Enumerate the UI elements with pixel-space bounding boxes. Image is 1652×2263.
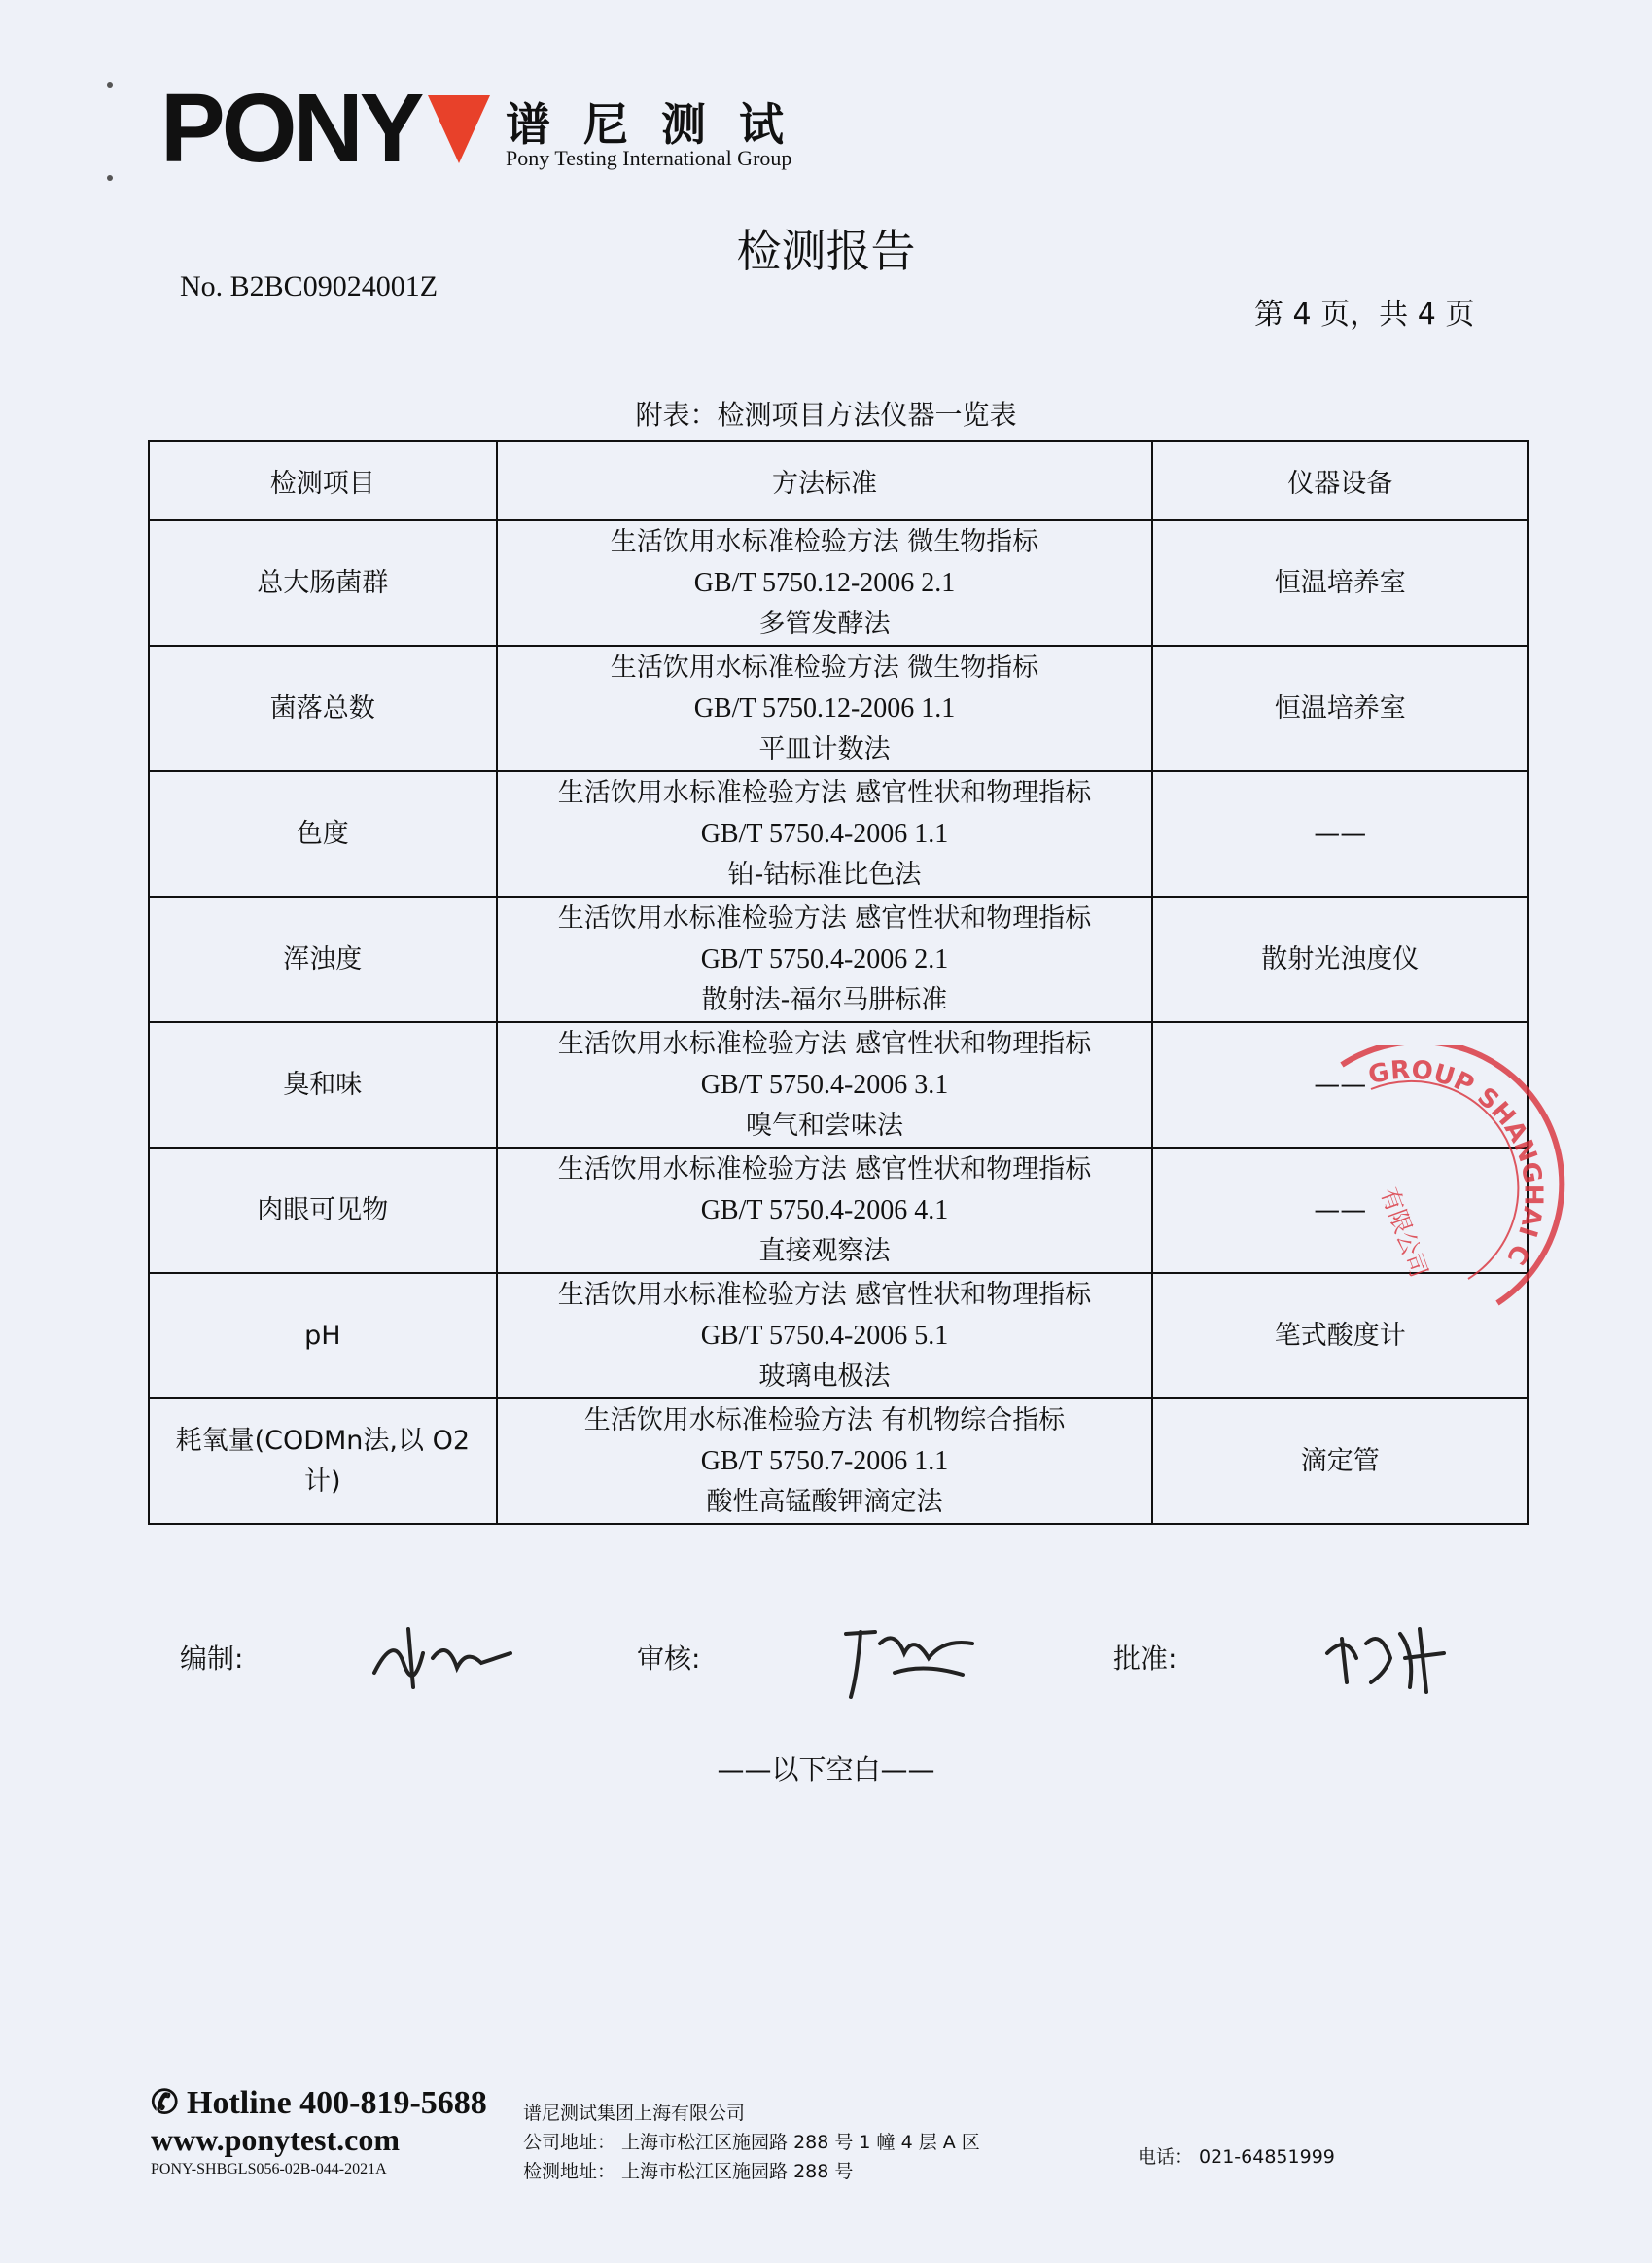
- approved-by-label: 批准:: [1113, 1643, 1177, 1675]
- cell-equipment: 滴定管: [1152, 1398, 1528, 1524]
- method-name: 酸性高锰酸钾滴定法: [706, 1486, 943, 1517]
- cell-equipment: 散射光浊度仪: [1152, 897, 1528, 1022]
- header-item: 检测项目: [149, 441, 497, 520]
- cell-item: 肉眼可见物: [149, 1148, 497, 1273]
- seal-text: GROUP SHANGHAI C: [1365, 1055, 1548, 1270]
- brand-name-cn: 谱尼测试: [506, 98, 817, 151]
- phone-number: 电话： 021-64851999: [1138, 2146, 1335, 2168]
- company-seal-icon: [1313, 1045, 1565, 1318]
- brand-name-en: Pony Testing International Group: [506, 146, 792, 170]
- approver-signature-icon: [1318, 1614, 1454, 1702]
- std-name: 生活饮用水标准检验方法 感官性状和物理指标: [557, 1028, 1092, 1059]
- pony-logo: PONY: [160, 74, 421, 183]
- seal-text-cn: 有限公司: [1375, 1184, 1433, 1282]
- std-name: 生活饮用水标准检验方法 感官性状和物理指标: [557, 1153, 1092, 1185]
- cell-method: [497, 1398, 1153, 1524]
- table-row: [149, 1398, 1528, 1524]
- std-code: GB/T 5750.4-2006 1.1: [700, 818, 949, 849]
- std-name: 生活饮用水标准检验方法 感官性状和物理指标: [557, 777, 1092, 808]
- method-equipment-table: [148, 440, 1529, 1525]
- table-header-row: [149, 441, 1528, 520]
- binder-dot: [107, 82, 113, 88]
- company-info: [523, 2099, 980, 2186]
- binder-dot: [107, 175, 113, 181]
- std-code: GB/T 5750.12-2006 2.1: [693, 567, 956, 598]
- compiler-signature-icon: [365, 1614, 520, 1692]
- std-name: 生活饮用水标准检验方法 有机物综合指标: [583, 1404, 1066, 1435]
- method-name: 散射法-福尔马肼标准: [701, 984, 948, 1015]
- form-code: PONY-SHBGLS056-02B-044-2021A: [151, 2161, 387, 2177]
- cell-item: 色度: [149, 771, 497, 897]
- hotline: [151, 2083, 487, 2122]
- header-equipment: 仪器设备: [1152, 441, 1528, 520]
- method-name: 多管发酵法: [758, 608, 891, 639]
- table-row: [149, 771, 1528, 897]
- method-name: 铂-钴标准比色法: [727, 859, 922, 890]
- company-name: 谱尼测试集团上海有限公司: [523, 2103, 746, 2124]
- website: www.ponytest.com: [151, 2122, 400, 2157]
- cell-equipment: ——: [1152, 771, 1528, 897]
- report-number: No. B2BC09024001Z: [180, 270, 439, 302]
- page-number: 第 4 页，共 4 页: [1254, 298, 1475, 332]
- cell-item: 菌落总数: [149, 646, 497, 771]
- std-code: GB/T 5750.12-2006 1.1: [693, 692, 956, 724]
- logo-triangle-icon: [428, 95, 490, 163]
- cell-method: [497, 646, 1153, 771]
- table-row: [149, 646, 1528, 771]
- lab-address: 检测地址： 上海市松江区施园路 288 号: [523, 2161, 854, 2182]
- method-name: 平皿计数法: [758, 733, 891, 764]
- cell-equipment: ——: [1152, 1148, 1528, 1273]
- reviewer-signature-icon: [836, 1614, 982, 1702]
- cell-method: [497, 1273, 1153, 1398]
- std-code: GB/T 5750.7-2006 1.1: [700, 1445, 949, 1476]
- method-name: 嗅气和尝味法: [746, 1110, 903, 1141]
- std-name: 生活饮用水标准检验方法 微生物指标: [610, 652, 1039, 683]
- std-name: 生活饮用水标准检验方法 微生物指标: [610, 526, 1039, 557]
- std-code: GB/T 5750.4-2006 3.1: [700, 1069, 949, 1100]
- cell-method: [497, 897, 1153, 1022]
- cell-equipment: 恒温培养室: [1152, 646, 1528, 771]
- cell-item: 浑浊度: [149, 897, 497, 1022]
- appendix-title: 附表：检测项目方法仪器一览表: [635, 399, 1017, 431]
- compiled-by-label: 编制:: [180, 1643, 244, 1675]
- method-name: 直接观察法: [758, 1235, 891, 1266]
- cell-method: [497, 771, 1153, 897]
- cell-equipment: 笔式酸度计: [1152, 1273, 1528, 1398]
- method-name: 玻璃电极法: [758, 1361, 891, 1392]
- company-address: 公司地址： 上海市松江区施园路 288 号 1 幢 4 层 A 区: [523, 2132, 980, 2153]
- phone-icon: ✆: [151, 2085, 179, 2121]
- std-name: 生活饮用水标准检验方法 感官性状和物理指标: [557, 902, 1092, 934]
- cell-item: 总大肠菌群: [149, 520, 497, 646]
- cell-item: 臭和味: [149, 1022, 497, 1148]
- document-title: 检测报告: [736, 225, 916, 277]
- cell-item: pH: [149, 1273, 497, 1398]
- cell-method: [497, 1022, 1153, 1148]
- std-name: 生活饮用水标准检验方法 感官性状和物理指标: [557, 1279, 1092, 1310]
- header-method: 方法标准: [497, 441, 1153, 520]
- cell-item: 耗氧量(CODMn法,以 O2 计): [149, 1398, 497, 1524]
- table-row: [149, 897, 1528, 1022]
- cell-method: [497, 520, 1153, 646]
- std-code: GB/T 5750.4-2006 5.1: [700, 1320, 949, 1351]
- cell-equipment: 恒温培养室: [1152, 520, 1528, 646]
- reviewed-by-label: 审核:: [637, 1643, 701, 1675]
- std-code: GB/T 5750.4-2006 2.1: [700, 943, 949, 974]
- hotline-text: Hotline 400-819-5688: [187, 2085, 487, 2121]
- cell-equipment: ——: [1152, 1022, 1528, 1148]
- end-of-report-mark: ——以下空白——: [717, 1753, 935, 1786]
- std-code: GB/T 5750.4-2006 4.1: [700, 1194, 949, 1225]
- cell-method: [497, 1148, 1153, 1273]
- table-row: [149, 520, 1528, 646]
